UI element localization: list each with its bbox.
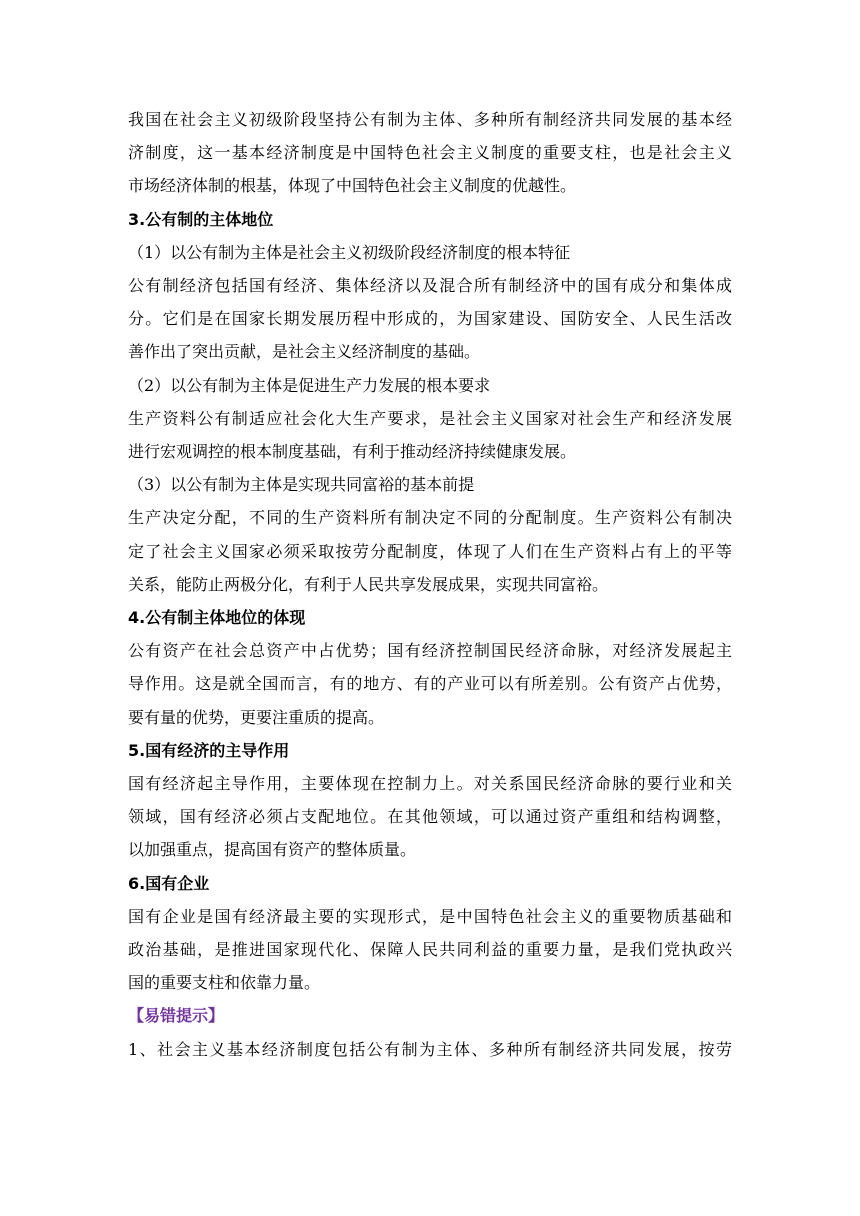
text-line: 领域，国有经济必须占支配地位。在其他领域，可以通过资产重组和结构调整， xyxy=(128,807,732,827)
text-line: 我国在社会主义初级阶段坚持公有制为主体、多种所有制经济共同发展的基本经 xyxy=(128,110,732,129)
paragraph-6 xyxy=(128,900,732,1000)
text-line: 济制度，这一基本经济制度是中国特色社会主义制度的重要支柱，也是社会主义 xyxy=(128,143,732,163)
text-line: 以加强重点，提高国有资产的整体质量。 xyxy=(128,840,417,860)
text-line: 国有企业是国有经济最主要的实现形式，是中国特色社会主义的重要物质基础和 xyxy=(128,906,732,926)
text-line: 进行宏观调控的根本制度基础，有利于推动经济持续健康发展。 xyxy=(128,442,577,462)
paragraph-3-2 xyxy=(128,402,732,468)
text-line: 1、社会主义基本经济制度包括公有制为主体、多种所有制经济共同发展，按劳 xyxy=(128,1039,732,1059)
text-line: 国有经济起主导作用，主要体现在控制力上。对关系国民经济命脉的要行业和关 xyxy=(128,774,732,794)
paragraph-5 xyxy=(128,767,732,867)
paragraph-3-1 xyxy=(128,269,732,369)
text-line: 生产资料公有制适应社会化大生产要求，是社会主义国家对社会生产和经济发展 xyxy=(128,408,732,428)
text-line: 市场经济体制的根基，体现了中国特色社会主义制度的优越性。 xyxy=(128,176,577,196)
subheading-3-3: （3）以公有制为主体是实现共同富裕的基本前提 xyxy=(128,475,475,495)
subheading-3-1: （1）以公有制为主体是社会主义初级阶段经济制度的根本特征 xyxy=(128,242,571,262)
text-line: 政治基础，是推进国家现代化、保障人民共同利益的重要力量，是我们党执政兴 xyxy=(128,940,732,960)
text-line: 公有资产在社会总资产中占优势；国有经济控制国民经济命脉，对经济发展起主 xyxy=(128,641,732,661)
paragraph-4 xyxy=(128,634,732,734)
text-line: 导作用。这是就全国而言，有的地方、有的产业可以有所差别。公有资产占优势， xyxy=(128,674,732,694)
text-line: 国的重要支柱和依靠力量。 xyxy=(128,973,321,993)
paragraph-3-3 xyxy=(128,501,732,601)
text-line: 公有制经济包括国有经济、集体经济以及混合所有制经济中的国有成分和集体成 xyxy=(128,276,732,296)
text-line: 定了社会主义国家必须采取按劳分配制度，体现了人们在生产资料占有上的平等 xyxy=(128,541,732,561)
text-line: 要有量的优势，更要注重质的提高。 xyxy=(128,707,385,727)
section-heading-6: 6.国有企业 xyxy=(128,873,210,893)
text-line: 善作出了突出贡献，是社会主义经济制度的基础。 xyxy=(128,342,481,362)
intro-paragraph xyxy=(128,103,732,203)
section-heading-3: 3.公有制的主体地位 xyxy=(128,209,274,229)
error-tip-label: 【易错提示】 xyxy=(128,1006,225,1026)
text-line: 生产决定分配，不同的生产资料所有制决定不同的分配制度。生产资料公有制决 xyxy=(128,508,732,528)
section-heading-4: 4.公有制主体地位的体现 xyxy=(128,608,306,628)
section-heading-5: 5.国有经济的主导作用 xyxy=(128,740,290,760)
subheading-3-2: （2）以公有制为主体是促进生产力发展的根本要求 xyxy=(128,375,491,395)
tip-paragraph xyxy=(128,1033,732,1066)
text-line: 关系，能防止两极分化，有利于人民共享发展成果，实现共同富裕。 xyxy=(128,574,609,594)
text-line: 分。它们是在国家长期发展历程中形成的，为国家建设、国防安全、人民生活改 xyxy=(128,309,732,329)
